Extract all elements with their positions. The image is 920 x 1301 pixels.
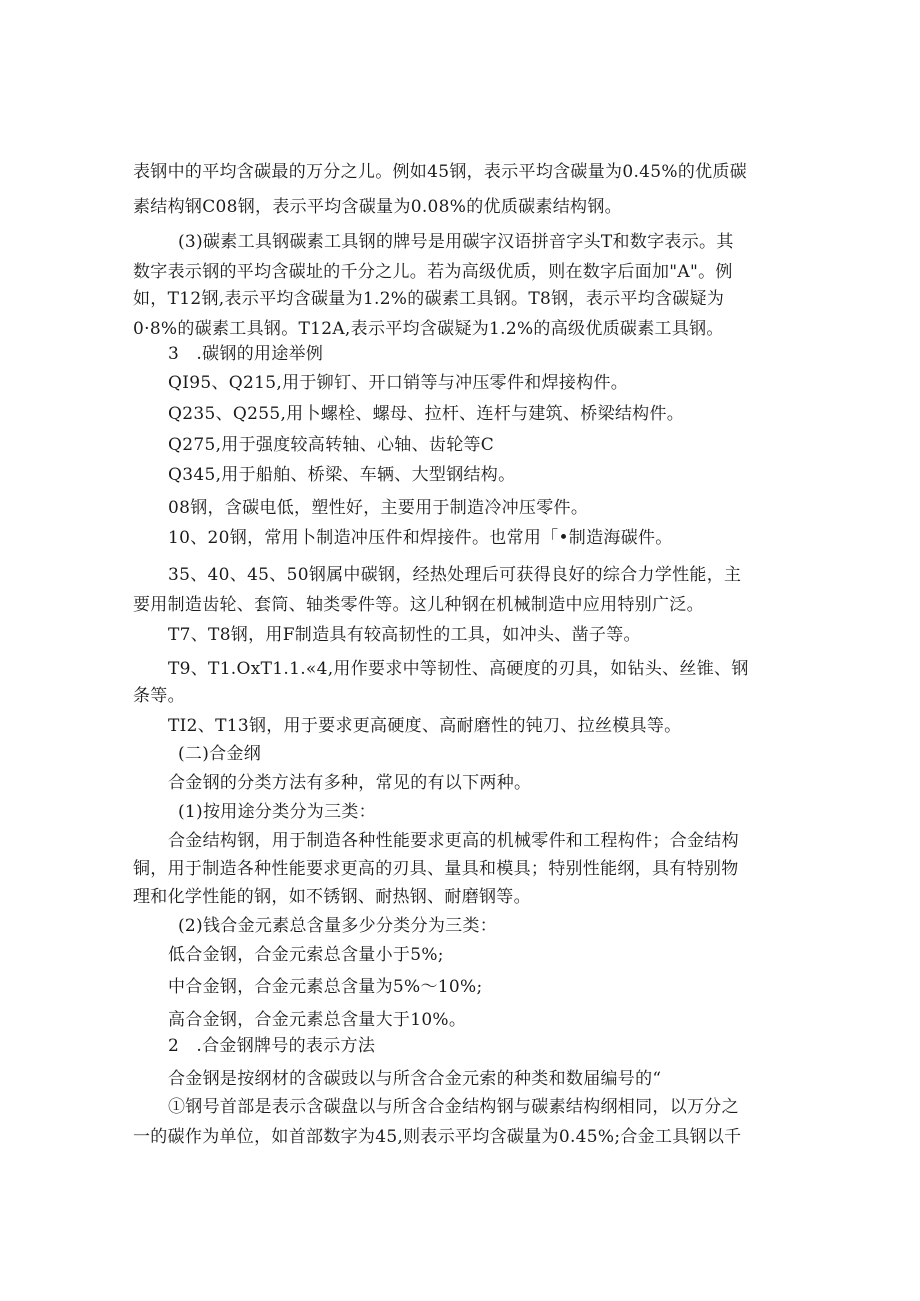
text-line: 08钢，含碳电低，塑性好，主要用于制造冷冲压零件。 [168,498,589,518]
text-line: Q235、Q255,用卜螺栓、螺母、拉杆、连杆与建筑、桥梁结构件。 [168,404,685,424]
text-line: 10、20钢，常用卜制造冲压件和焊接件。也常用「•制造海碳件。 [168,528,673,548]
section-heading: 2 .合金钢牌号的表示方法 [168,1036,376,1056]
text-line: T9、T1.OxT1.1.«4,用作要求中等韧性、高硬度的刃具，如钻头、丝锥、钢 [168,659,749,679]
text-line: 低合金钢，合金元索总含量小于5%; [168,945,444,965]
text-line: Q345,用于船舶、桥梁、车辆、大型钢结构。 [168,465,516,485]
text-line: (2)钱合金元素总含量多少分类分为三类： [178,916,498,936]
text-line: 合金结构钢，用于制造各种性能要求更高的机械零件和工程构件；合金结构 [168,831,739,851]
text-line: QI95、Q215,用于铆钉、开口销等与冲压零件和焊接构件。 [168,373,629,393]
text-line: 合金钢的分类方法有多种，常见的有以下两种。 [168,773,532,793]
text-line: 条等。 [133,686,185,706]
text-line: 要用制造齿轮、套筒、轴类零件等。这儿种钢在机械制造中应用特别广泛。 [133,595,704,615]
text-line: 合金钢是按纲材的含碳豉以与所含合金元索的种类和数届编号的“ [168,1069,662,1089]
text-line: 35、40、45、50钢属中碳钢，经热处理后可获得良好的综合力学性能，主 [168,565,742,585]
text-line: T7、T8钢，用F制造具有较高韧性的工具，如冲头、凿子等。 [168,625,641,645]
text-line: 高合金钢，合金元素总含量大于10%。 [168,1010,467,1030]
text-line: 素结构钢C08钢，表示平均含碳量为0.08%的优质碳素结构钢。 [133,197,622,217]
text-line: 中合金钢，合金元素总含量为5%～10%; [168,977,483,997]
text-line: 理和化学性能的钢，如不锈钢、耐热钢、耐磨钢等。 [133,887,531,907]
text-line: 表钢中的平均含碳最的万分之儿。例如45钢，表示平均含碳量为0.45%的优质碳 [133,162,748,182]
text-line: 数字表示钢的平均含碳址的千分之儿。若为高级优质，则在数字后面加"A"。例 [133,262,733,282]
section-heading: (二)合金纲 [178,744,262,764]
text-line: ①钢号首部是表示含碳盘以与所含合金结构钢与碳素结构纲相同，以万分之 [168,1097,739,1117]
text-line: (1)按用途分类分为三类： [178,802,376,822]
text-line: (3)碳素工具钢碳素工具钢的牌号是用碳字汉语拼音字头T和数字表示。其 [178,232,734,252]
text-line: 一的碳作为单位，如首部数字为45,则表示平均含碳量为0.45%;合金工具钢以千 [133,1127,742,1147]
text-line: Q275,用于强度较高转轴、心轴、齿轮等C [168,435,495,455]
text-line: 铜，用于制造各种性能要求更高的刃具、量具和模具；特别性能纲，具有特别物 [133,859,739,879]
text-line: 如，T12钢,表示平均含碳量为1.2%的碳素工具钢。T8钢，表示平均含碳疑为 [133,289,725,309]
text-line: TI2、T13钢，用于要求更高硬度、高耐磨性的钝刀、拉丝模具等。 [168,716,682,736]
text-line: 0·8%的碳素工具钢。T12A,表示平均含碳疑为1.2%的高级优质碳素工具钢。 [133,319,724,339]
section-heading: 3 .碳钢的用途举例 [168,344,324,364]
